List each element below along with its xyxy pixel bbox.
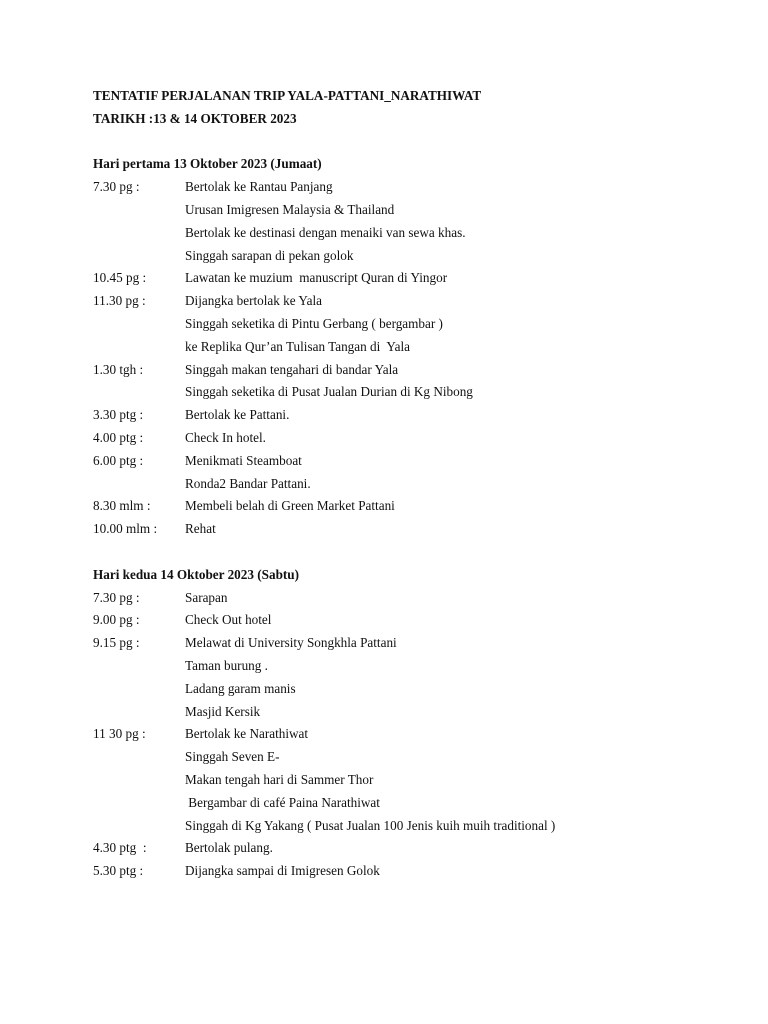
schedule-activity: ke Replika Qur’an Tulisan Tangan di Yala (185, 338, 410, 354)
schedule-activity: Urusan Imigresen Malaysia & Thailand (185, 201, 395, 217)
schedule-activity: Rehat (185, 521, 216, 537)
schedule-row (93, 336, 733, 359)
schedule-time: 3.30 ptg : (93, 407, 144, 423)
schedule-time (93, 655, 185, 678)
schedule-row (93, 222, 733, 245)
schedule-activity: Singgah seketika di Pusat Jualan Durian di Kg Nibong (185, 384, 473, 400)
schedule-time: 5.30 ptg : (93, 863, 144, 879)
schedule-row (93, 359, 733, 382)
schedule-activity: Sarapan (185, 589, 228, 605)
schedule-row (93, 245, 733, 268)
schedule-row (93, 381, 733, 404)
schedule-activity: Check In hotel. (185, 429, 266, 445)
schedule-time: 8.30 mlm : (93, 498, 151, 514)
schedule-time: 6.00 ptg : (93, 452, 144, 468)
schedule-row (93, 495, 733, 518)
schedule-activity: Makan tengah hari di Sammer Thor (185, 771, 374, 787)
schedule-activity: Singgah Seven E- (185, 749, 280, 765)
schedule-time (93, 199, 185, 222)
spacer (93, 541, 733, 564)
schedule-row (93, 792, 733, 815)
schedule-row (93, 837, 733, 860)
document-date: TARIKH :13 & 14 OKTOBER 2023 (93, 110, 297, 126)
schedule-time: 11 30 pg : (93, 726, 146, 742)
day2-heading: Hari kedua 14 Oktober 2023 (Sabtu) (93, 566, 300, 582)
schedule-time: 4.00 ptg : (93, 429, 144, 445)
schedule-activity: Masjid Kersik (185, 703, 261, 719)
schedule-time: 4.30 ptg : (93, 840, 147, 856)
schedule-activity: Bertolak ke destinasi dengan menaiki van sewa khas. (185, 224, 466, 240)
schedule-time: 7.30 pg : (93, 589, 140, 605)
schedule-row (93, 404, 733, 427)
schedule-activity: Melawat di University Songkhla Pattani (185, 635, 397, 651)
schedule-row (93, 655, 733, 678)
schedule-row (93, 609, 733, 632)
schedule-activity: Ronda2 Bandar Pattani. (185, 475, 311, 491)
schedule-row (93, 473, 733, 496)
schedule-time (93, 792, 185, 815)
schedule-row (93, 450, 733, 473)
schedule-time (93, 815, 185, 838)
schedule-time (93, 222, 185, 245)
schedule-time (93, 381, 185, 404)
schedule-time (93, 245, 185, 268)
document-page (93, 85, 733, 883)
schedule-activity: Taman burung . (185, 657, 268, 673)
schedule-row (93, 746, 733, 769)
schedule-activity: Singgah seketika di Pintu Gerbang ( bergambar ) (185, 315, 443, 331)
day1-heading: Hari pertama 13 Oktober 2023 (Jumaat) (93, 156, 322, 172)
schedule-time: 10.45 pg : (93, 270, 147, 286)
schedule-activity: Bergambar di café Paina Narathiwat (185, 794, 380, 810)
schedule-activity: Bertolak ke Rantau Panjang (185, 179, 333, 195)
schedule-time (93, 473, 185, 496)
schedule-time: 9.15 pg : (93, 635, 140, 651)
schedule-row (93, 290, 733, 313)
schedule-activity: Bertolak pulang. (185, 840, 273, 856)
document-title: TENTATIF PERJALANAN TRIP YALA-PATTANI_NARATHIWAT (93, 88, 482, 103)
schedule-time (93, 746, 185, 769)
schedule-activity: Membeli belah di Green Market Pattani (185, 498, 395, 514)
schedule-row (93, 678, 733, 701)
schedule-row (93, 199, 733, 222)
schedule-row (93, 769, 733, 792)
schedule-activity: Check Out hotel (185, 612, 272, 628)
schedule-activity: Singgah sarapan di pekan golok (185, 247, 354, 263)
schedule-time: 10.00 mlm : (93, 521, 158, 537)
schedule-time (93, 313, 185, 336)
schedule-row (93, 518, 733, 541)
schedule-activity: Bertolak ke Pattani. (185, 407, 290, 423)
schedule-row (93, 632, 733, 655)
schedule-row (93, 267, 733, 290)
day2-schedule (93, 587, 733, 883)
schedule-time: 7.30 pg : (93, 179, 140, 195)
schedule-row (93, 815, 733, 838)
schedule-row (93, 427, 733, 450)
schedule-row (93, 723, 733, 746)
schedule-activity: Lawatan ke muzium manuscript Quran di Yingor (185, 270, 448, 286)
schedule-activity: Dijangka bertolak ke Yala (185, 293, 322, 309)
schedule-time: 9.00 pg : (93, 612, 140, 628)
schedule-row (93, 587, 733, 610)
schedule-row (93, 701, 733, 724)
schedule-activity: Singgah di Kg Yakang ( Pusat Jualan 100 Jenis kuih muih traditional ) (185, 817, 556, 833)
schedule-row (93, 313, 733, 336)
schedule-time (93, 336, 185, 359)
spacer (93, 131, 733, 154)
schedule-row (93, 176, 733, 199)
schedule-time (93, 678, 185, 701)
schedule-activity: Singgah makan tengahari di bandar Yala (185, 361, 399, 377)
schedule-time (93, 769, 185, 792)
day1-schedule (93, 176, 733, 541)
schedule-time: 11.30 pg : (93, 293, 146, 309)
schedule-row (93, 860, 733, 883)
schedule-activity: Menikmati Steamboat (185, 452, 302, 468)
schedule-time (93, 701, 185, 724)
schedule-activity: Bertolak ke Narathiwat (185, 726, 309, 742)
schedule-activity: Ladang garam manis (185, 680, 296, 696)
schedule-time: 1.30 tgh : (93, 361, 144, 377)
schedule-activity: Dijangka sampai di Imigresen Golok (185, 863, 380, 879)
